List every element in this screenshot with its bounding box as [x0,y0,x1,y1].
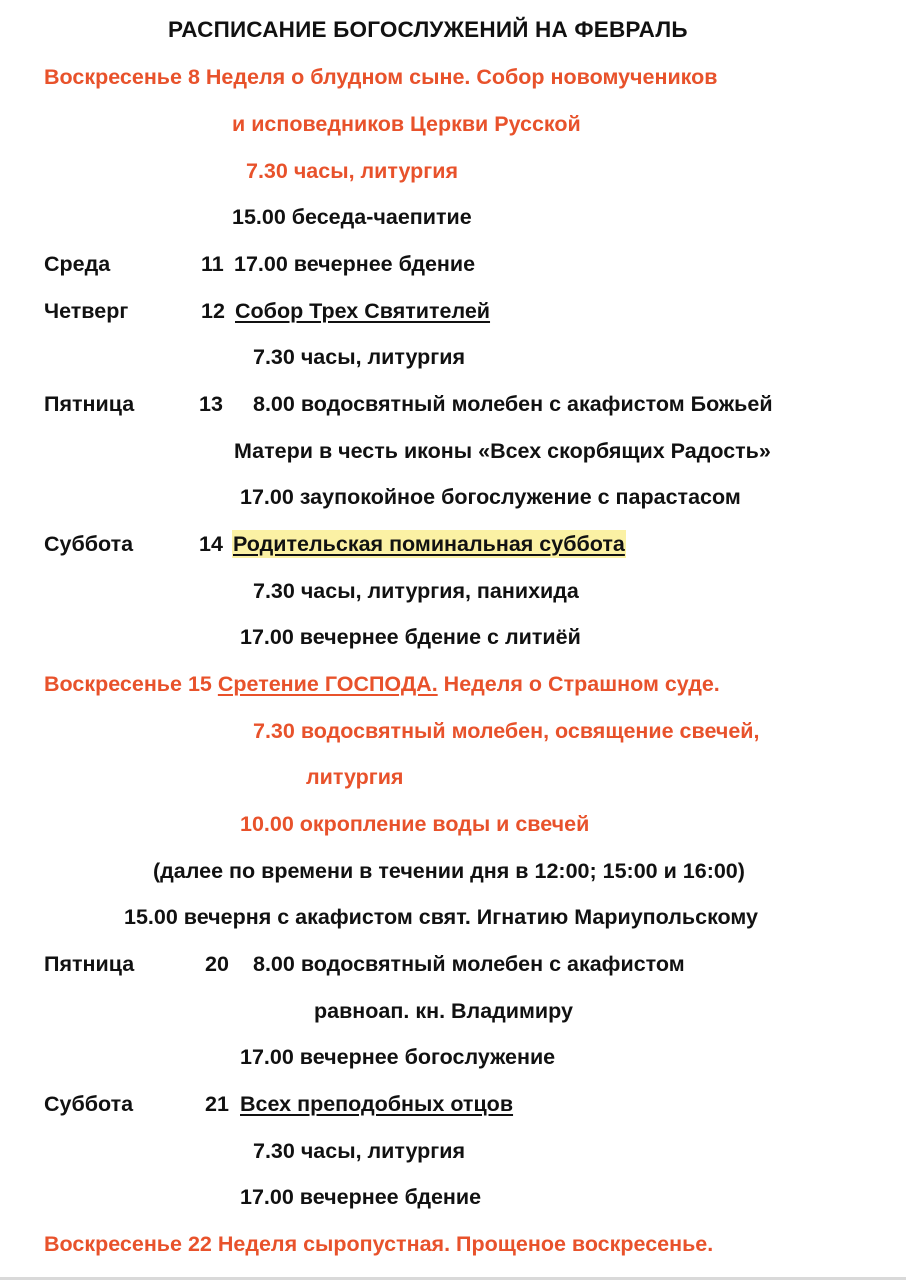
wednesday-service: 17.00 вечернее бдение [234,252,476,276]
sunday-15-service-3: 15.00 вечерня с акафистом свят. Игнатию Мариупольскому [124,905,758,929]
friday-20-date: 20 [205,952,229,976]
thursday-service-1: 7.30 часы, литургия [253,345,465,369]
friday-13-service: 8.00 водосвятный молебен с акафистом Божьей [253,392,773,416]
sunday-8-heading-continued: и исповедников Церкви Русской [232,112,581,136]
sunday-15-service-2: 10.00 окропление воды и свечей [240,812,590,836]
saturday-21-date: 21 [205,1092,229,1116]
wednesday-date: 11 [201,252,224,276]
thursday-day-label: Четверг [44,299,129,323]
saturday-21-feast: Всех преподобных отцов [240,1092,514,1116]
saturday-14-service-2: 17.00 вечернее бдение с литиёй [240,625,581,649]
saturday-14-service-1: 7.30 часы, литургия, панихида [253,579,579,603]
friday-13-service-2: 17.00 заупокойное богослужение с парастасом [240,485,741,509]
thursday-date: 12 [201,299,225,323]
page-title: РАСПИСАНИЕ БОГОСЛУЖЕНИЙ НА ФЕВРАЛЬ [168,17,688,42]
saturday-21-day-label: Суббота [44,1092,134,1116]
saturday-14-date: 14 [199,532,223,556]
friday-13-service-continued: Матери в честь иконы «Всех скорбящих Радость» [234,439,771,463]
friday-13-day-label: Пятница [44,392,135,416]
thursday-feast: Собор Трех Святителей [235,299,491,323]
sunday-15-service-1-continued: литургия [306,765,404,789]
sunday-8-heading: Воскресенье 8 Неделя о блудном сыне. Собор новомучеников [44,65,718,89]
saturday-14-feast: Родительская поминальная суббота [233,532,625,556]
friday-20-day-label: Пятница [44,952,135,976]
sunday-22-heading: Воскресенье 22 Неделя сыропустная. Прощеное воскресенье. [44,1232,714,1256]
saturday-21-service-1: 7.30 часы, литургия [253,1139,465,1163]
sunday-15-heading-suffix: Неделя о Страшном суде. [443,672,720,696]
friday-20-service-continued: равноап. кн. Владимиру [314,999,573,1023]
saturday-21-service-2: 17.00 вечернее бдение [240,1185,482,1209]
sunday-15-service-1: 7.30 водосвятный молебен, освящение свечей, [253,719,760,743]
sunday-15-heading-prefix: Воскресенье 15 [44,672,212,696]
friday-20-service-2: 17.00 вечернее богослужение [240,1045,556,1069]
sunday-8-service-2: 15.00 беседа-чаепитие [232,205,472,229]
sunday-8-service-1: 7.30 часы, литургия [246,159,458,183]
friday-13-date: 13 [199,392,223,416]
sunday-15-note: (далее по времени в течении дня в 12:00; 15:00 и 16:00) [153,859,745,883]
friday-20-service: 8.00 водосвятный молебен с акафистом [253,952,685,976]
sunday-15-heading [44,670,720,698]
saturday-14-day-label: Суббота [44,532,134,556]
wednesday-day-label: Среда [44,252,111,276]
sunday-15-feast: Сретение ГОСПОДА. [217,672,438,696]
